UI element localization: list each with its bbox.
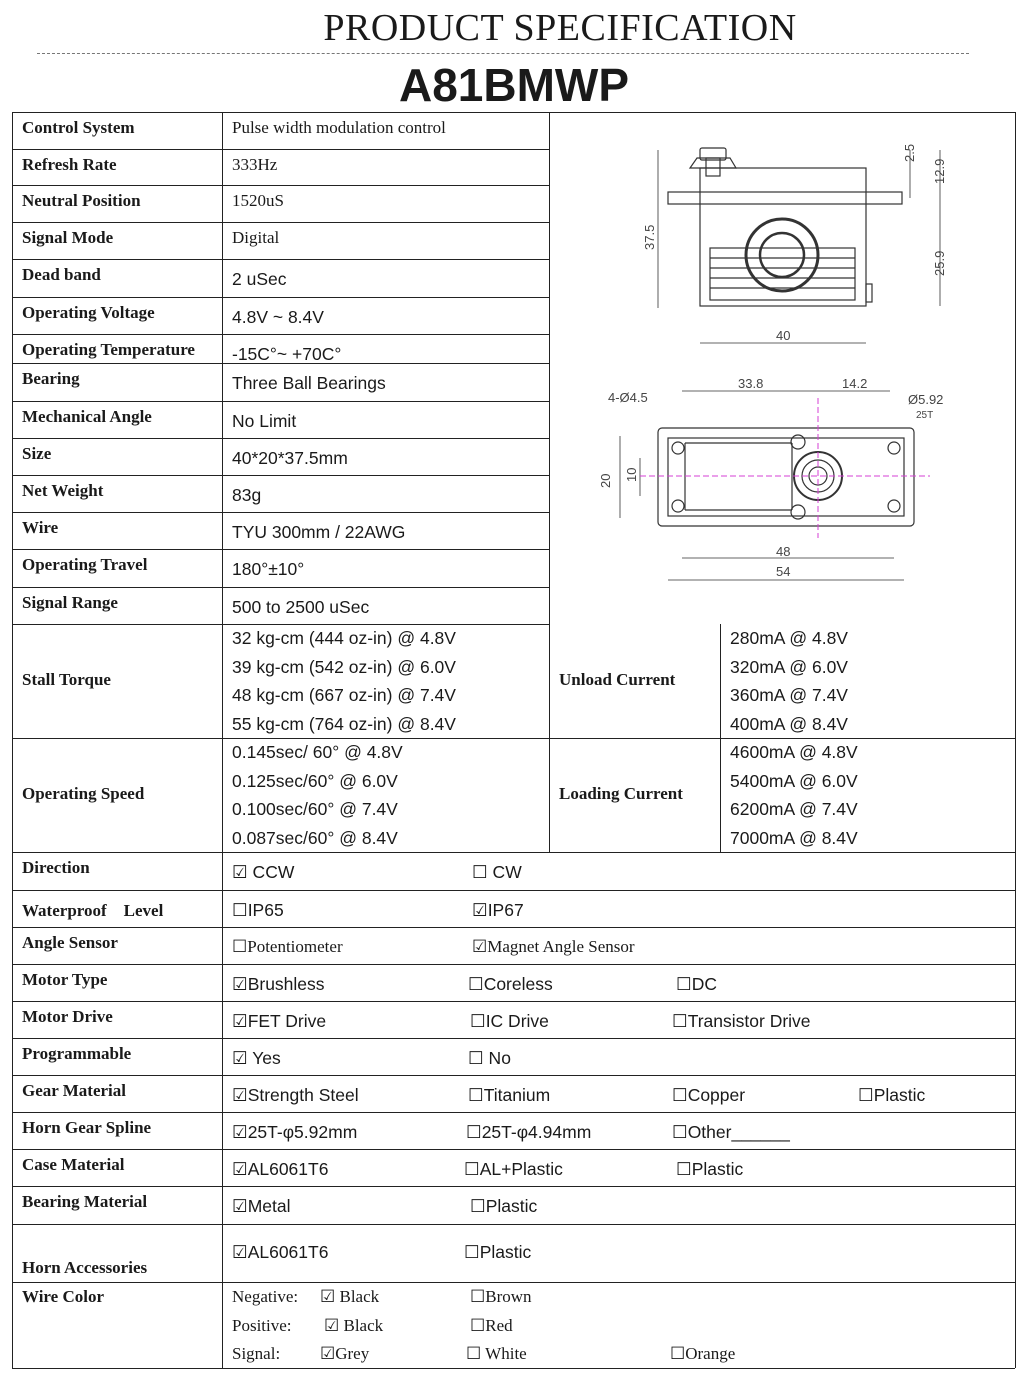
option-choice: ☐ CW <box>472 862 522 882</box>
option-choice: ☑FET Drive <box>232 1010 327 1031</box>
table-rule <box>1015 624 1016 738</box>
dim-label: 33.8 <box>738 376 764 391</box>
dim-label: 48 <box>776 544 791 559</box>
unload-current-label: Unload Current <box>559 670 676 689</box>
table-rule <box>549 624 550 738</box>
spec-value-line: 32 kg-cm (444 oz-in) @ 4.8V <box>232 628 456 648</box>
table-rule <box>12 1224 1015 1225</box>
spec-value: Digital <box>232 228 280 247</box>
logo-icon <box>746 219 818 291</box>
stall-torque-label: Stall Torque <box>22 670 111 689</box>
spec-value: Three Ball Bearings <box>232 373 386 393</box>
table-rule <box>12 334 549 335</box>
loading-current-label: Loading Current <box>559 784 683 803</box>
table-rule <box>12 624 549 625</box>
spec-label: Signal Mode <box>22 228 114 247</box>
option-choice: ☑AL6061T6 <box>232 1242 329 1262</box>
table-rule <box>222 852 223 1368</box>
spec-label: Wire <box>22 518 59 537</box>
table-rule <box>1015 852 1016 1368</box>
dim-label: 14.2 <box>842 376 868 391</box>
dim-label: 2.5 <box>902 143 917 162</box>
table-rule <box>720 738 721 852</box>
table-rule <box>12 401 549 402</box>
option-choice: ☑Strength Steel <box>232 1084 359 1105</box>
title-divider <box>37 53 969 54</box>
current-value-line: 280mA @ 4.8V <box>730 628 848 648</box>
spec-value-line: 55 kg-cm (764 oz-in) @ 8.4V <box>232 713 456 734</box>
spec-value: 180°±10° <box>232 559 305 579</box>
spec-label: Control System <box>22 118 135 137</box>
spec-value: 2 uSec <box>232 269 287 289</box>
spec-label: Bearing <box>22 369 80 388</box>
dim-label: 25T <box>916 410 934 421</box>
table-rule <box>549 112 550 624</box>
output-spline-icon <box>706 158 720 176</box>
dim-label: Ø5.92 <box>908 392 944 407</box>
option-label: Gear Material <box>22 1081 127 1100</box>
wire-name: Positive: <box>232 1315 292 1335</box>
option-label: Motor Type <box>22 970 108 989</box>
spec-value: 1520uS <box>232 191 284 210</box>
table-rule <box>12 185 549 186</box>
table-rule <box>549 738 550 852</box>
spec-value-line: 0.145sec/ 60° @ 4.8V <box>232 742 403 762</box>
wire-name: Signal: <box>232 1344 281 1363</box>
table-rule <box>1015 112 1016 624</box>
current-value-line: 7000mA @ 8.4V <box>730 827 858 848</box>
table-rule <box>12 1149 1015 1150</box>
option-choice: ☑Metal <box>232 1196 291 1216</box>
option-choice: ☑IP67 <box>472 899 524 920</box>
table-rule <box>12 738 13 852</box>
spec-label: Signal Range <box>22 593 118 612</box>
table-rule <box>12 738 1015 739</box>
table-rule <box>720 624 721 738</box>
dim-label: 25.9 <box>932 250 947 276</box>
spec-label: Mechanical Angle <box>22 407 152 426</box>
option-label: Waterproof Level <box>22 901 164 920</box>
option-choice: ☑ CCW <box>232 862 295 882</box>
table-rule <box>222 624 223 738</box>
wire-choice: ☑ Black <box>320 1287 380 1306</box>
spec-value-line: 0.100sec/60° @ 7.4V <box>232 799 398 819</box>
table-rule <box>12 1186 1015 1187</box>
wire-choice: ☐Red <box>470 1315 513 1335</box>
table-rule <box>222 738 223 852</box>
current-value-line: 360mA @ 7.4V <box>730 685 848 705</box>
option-label: Programmable <box>22 1044 132 1063</box>
spec-label: Operating Travel <box>22 555 148 574</box>
table-rule <box>12 587 549 588</box>
table-rule <box>222 112 223 624</box>
table-rule <box>12 549 549 550</box>
option-choice: ☐Coreless <box>468 973 553 994</box>
spec-value-line: 0.125sec/60° @ 6.0V <box>232 770 398 791</box>
table-rule <box>12 259 549 260</box>
option-choice: ☑Brushless <box>232 973 325 994</box>
wire-color-label: Wire Color <box>22 1287 104 1306</box>
spec-value-line: 48 kg-cm (667 oz-in) @ 7.4V <box>232 685 456 705</box>
option-label: Case Material <box>22 1155 125 1174</box>
option-choice: ☐25T-φ4.94mm <box>466 1121 592 1142</box>
option-choice: ☐ No <box>468 1047 511 1068</box>
option-label: Motor Drive <box>22 1007 113 1026</box>
dim-label: 54 <box>776 564 791 579</box>
dim-label: 10 <box>624 467 639 482</box>
wire-choice: ☑ Black <box>324 1315 384 1335</box>
operating-speed-label: Operating Speed <box>22 784 145 803</box>
option-choice: ☑AL6061T6 <box>232 1158 329 1179</box>
table-rule <box>12 964 1015 965</box>
page-title: PRODUCT SPECIFICATION <box>323 7 797 49</box>
option-choice: ☑Magnet Angle Sensor <box>472 936 635 956</box>
spec-value: 500 to 2500 uSec <box>232 597 370 617</box>
table-rule <box>12 222 549 223</box>
table-rule <box>12 438 549 439</box>
current-value-line: 400mA @ 8.4V <box>730 713 848 734</box>
table-rule <box>12 512 549 513</box>
option-choice: ☐Transistor Drive <box>672 1010 811 1031</box>
option-choice: ☐Other______ <box>672 1121 790 1142</box>
wire-choice: ☑Grey <box>320 1344 370 1363</box>
table-rule <box>12 1001 1015 1002</box>
wire-choice: ☐ White <box>466 1344 527 1363</box>
spec-label: Operating Temperature <box>22 340 195 359</box>
spec-value: Pulse width modulation control <box>232 118 446 137</box>
option-label: Horn Accessories <box>22 1258 148 1277</box>
option-choice: ☐IC Drive <box>470 1010 549 1031</box>
servo-dimension-drawing <box>560 118 960 598</box>
spec-value: TYU 300mm / 22AWG <box>232 522 406 542</box>
option-choice: ☐AL+Plastic <box>464 1158 563 1179</box>
table-rule <box>12 297 549 298</box>
spec-label: Dead band <box>22 265 101 284</box>
option-label: Direction <box>22 858 90 877</box>
wire-name: Negative: <box>232 1287 299 1306</box>
dim-label: 4-Ø4.5 <box>608 390 648 405</box>
table-rule <box>12 1038 1015 1039</box>
spec-value-line: 39 kg-cm (542 oz-in) @ 6.0V <box>232 656 456 677</box>
spec-value-line: 0.087sec/60° @ 8.4V <box>232 827 398 848</box>
spec-label: Size <box>22 444 52 463</box>
dim-label: 12.9 <box>932 158 947 184</box>
wire-choice: ☐Orange <box>670 1344 736 1363</box>
option-choice: ☑25T-φ5.92mm <box>232 1121 358 1142</box>
option-choice: ☐DC <box>676 973 717 994</box>
table-rule <box>12 624 13 738</box>
dim-label: 37.5 <box>642 224 657 250</box>
current-value-line: 5400mA @ 6.0V <box>730 770 858 791</box>
table-rule <box>12 1282 1015 1283</box>
table-rule <box>12 852 1015 853</box>
spec-label: Neutral Position <box>22 191 141 210</box>
current-value-line: 320mA @ 6.0V <box>730 656 848 677</box>
current-value-line: 4600mA @ 4.8V <box>730 742 858 762</box>
option-choice: ☐Plastic <box>470 1196 538 1216</box>
option-choice: ☐Plastic <box>858 1084 926 1105</box>
spec-value: No Limit <box>232 411 297 431</box>
option-choice: ☐IP65 <box>232 899 284 920</box>
option-label: Bearing Material <box>22 1192 148 1211</box>
option-choice: ☑ Yes <box>232 1047 281 1068</box>
table-rule <box>12 890 1015 891</box>
table-rule <box>12 112 13 624</box>
option-choice: ☐Titanium <box>468 1084 551 1105</box>
option-choice: ☐Plastic <box>676 1158 744 1179</box>
table-rule <box>12 112 549 113</box>
table-rule <box>12 1112 1015 1113</box>
table-rule <box>12 927 1015 928</box>
current-value-line: 6200mA @ 7.4V <box>730 799 858 819</box>
spec-value: -15C°~ +70C° <box>232 344 342 364</box>
dim-label: 40 <box>776 328 791 343</box>
option-choice: ☐Potentiometer <box>232 936 343 956</box>
spec-label: Refresh Rate <box>22 155 117 174</box>
spec-label: Net Weight <box>22 481 104 500</box>
table-rule <box>12 1368 1015 1369</box>
table-rule <box>1015 738 1016 852</box>
spec-value: 333Hz <box>232 155 278 174</box>
table-rule <box>12 852 13 1368</box>
table-rule <box>549 112 1015 113</box>
spec-value: 4.8V ~ 8.4V <box>232 307 324 327</box>
spec-label: Operating Voltage <box>22 303 155 322</box>
model-number: A81BMWP <box>398 59 630 111</box>
option-choice: ☐Plastic <box>464 1242 532 1262</box>
spec-value: 40*20*37.5mm <box>232 448 348 468</box>
table-rule <box>12 475 549 476</box>
table-rule <box>12 1075 1015 1076</box>
spec-value: 83g <box>232 485 262 505</box>
dim-label: 20 <box>598 473 613 488</box>
option-label: Angle Sensor <box>22 933 118 952</box>
wire-choice: ☐Brown <box>470 1287 532 1306</box>
option-choice: ☐Copper <box>672 1084 746 1105</box>
table-rule <box>12 149 549 150</box>
option-label: Horn Gear Spline <box>22 1118 152 1137</box>
